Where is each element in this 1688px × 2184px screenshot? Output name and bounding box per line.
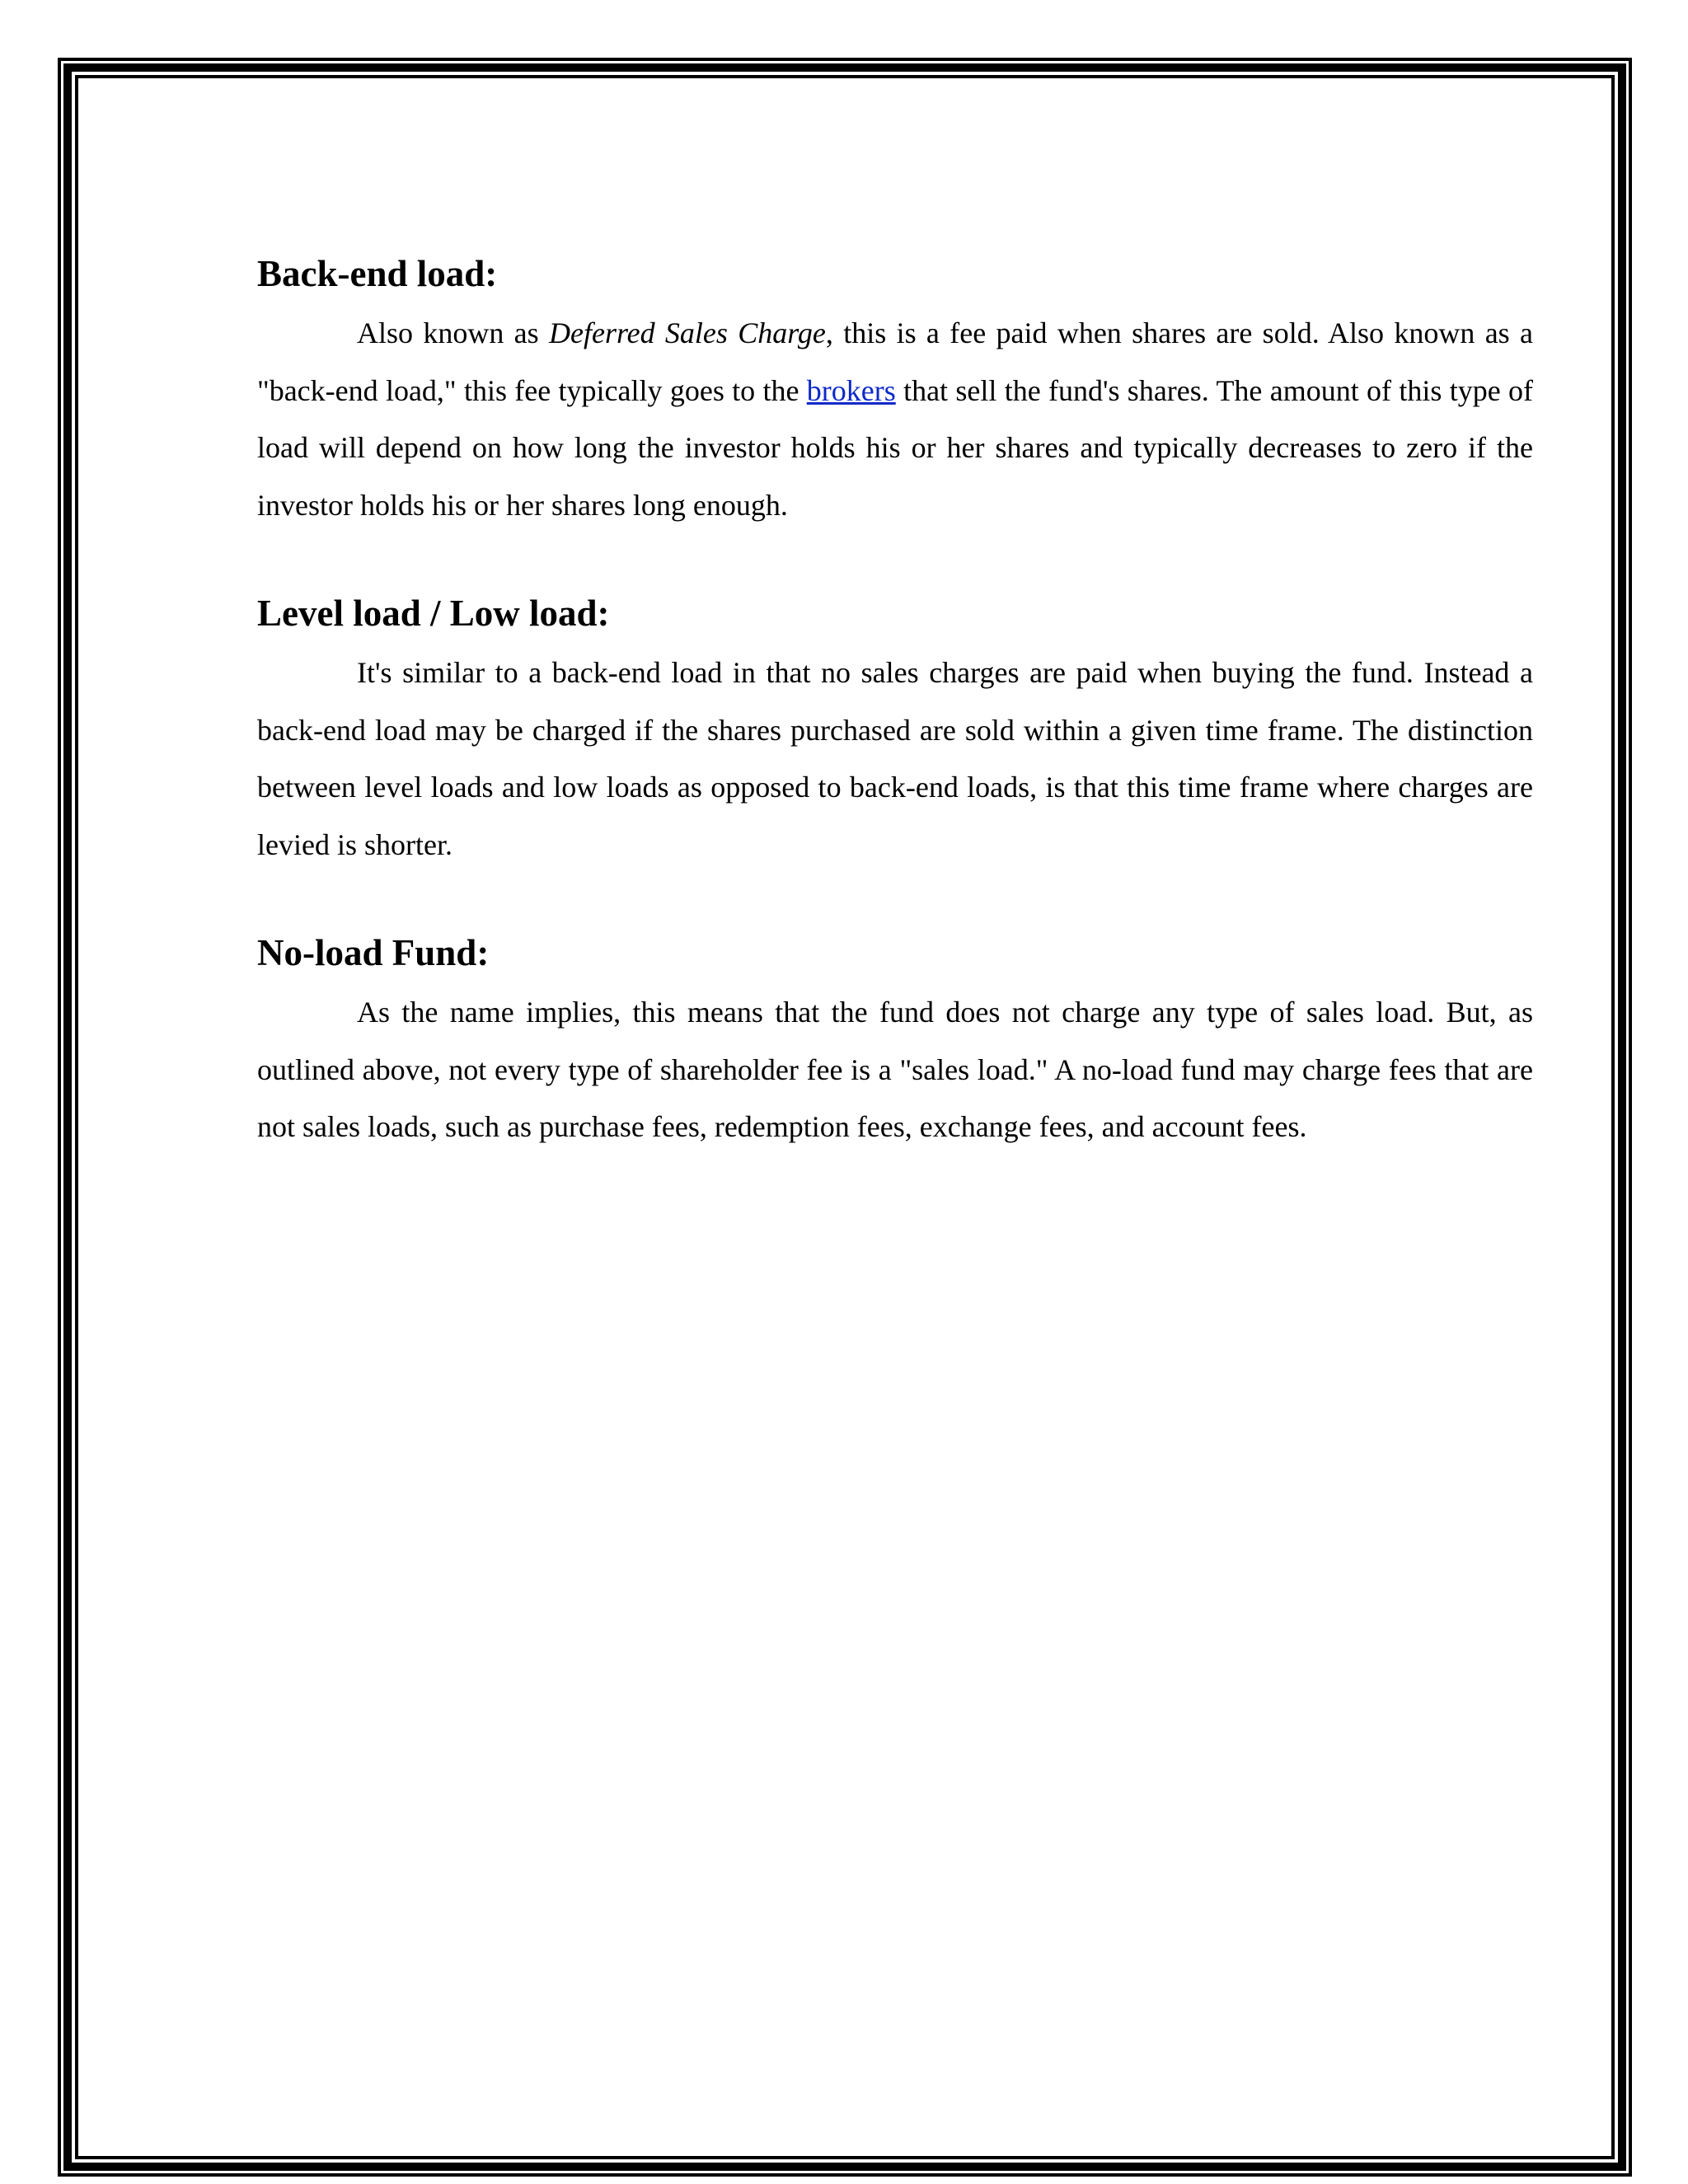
section-level-load (257, 587, 1533, 874)
document-body (257, 247, 1533, 1209)
italic-term: Deferred Sales Charge (548, 316, 826, 349)
paragraph-text: , this is a fee paid when shares are sold. Also known as a "back-end load," this fee typically goes to the (257, 316, 1533, 407)
section-paragraph (257, 305, 1533, 534)
paragraph-text: that sell the fund's shares. The amount of this type of load will depend on how long the investor holds his or her shares and typically decreases to zero if the investor holds his or her shares long enough. (257, 373, 1533, 522)
section-back-end-load (257, 247, 1533, 534)
section-no-load-fund (257, 926, 1533, 1156)
section-paragraph: It's similar to a back-end load in that no sales charges are paid when buying the fund. Instead a back-end load may be charged if the shares purchased are sold within a given time frame. The distinction between level loads and low loads as opposed to back-end loads, is that this time frame where charges are levied is shorter. (257, 656, 1533, 861)
section-heading: Level load / Low load: (257, 593, 610, 634)
section-heading: No-load Fund: (257, 932, 490, 973)
section-heading: Back-end load: (257, 253, 498, 294)
brokers-link[interactable]: brokers (806, 373, 896, 407)
paragraph-text: Also known as (357, 316, 549, 349)
section-paragraph: As the name implies, this means that the fund does not charge any type of sales load. But, as outlined above, not every type of shareholder fee is a "sales load." A no-load fund may charge fees that are not sales loads, such as purchase fees, redemption fees, exchange fees, and account fees. (257, 996, 1533, 1143)
